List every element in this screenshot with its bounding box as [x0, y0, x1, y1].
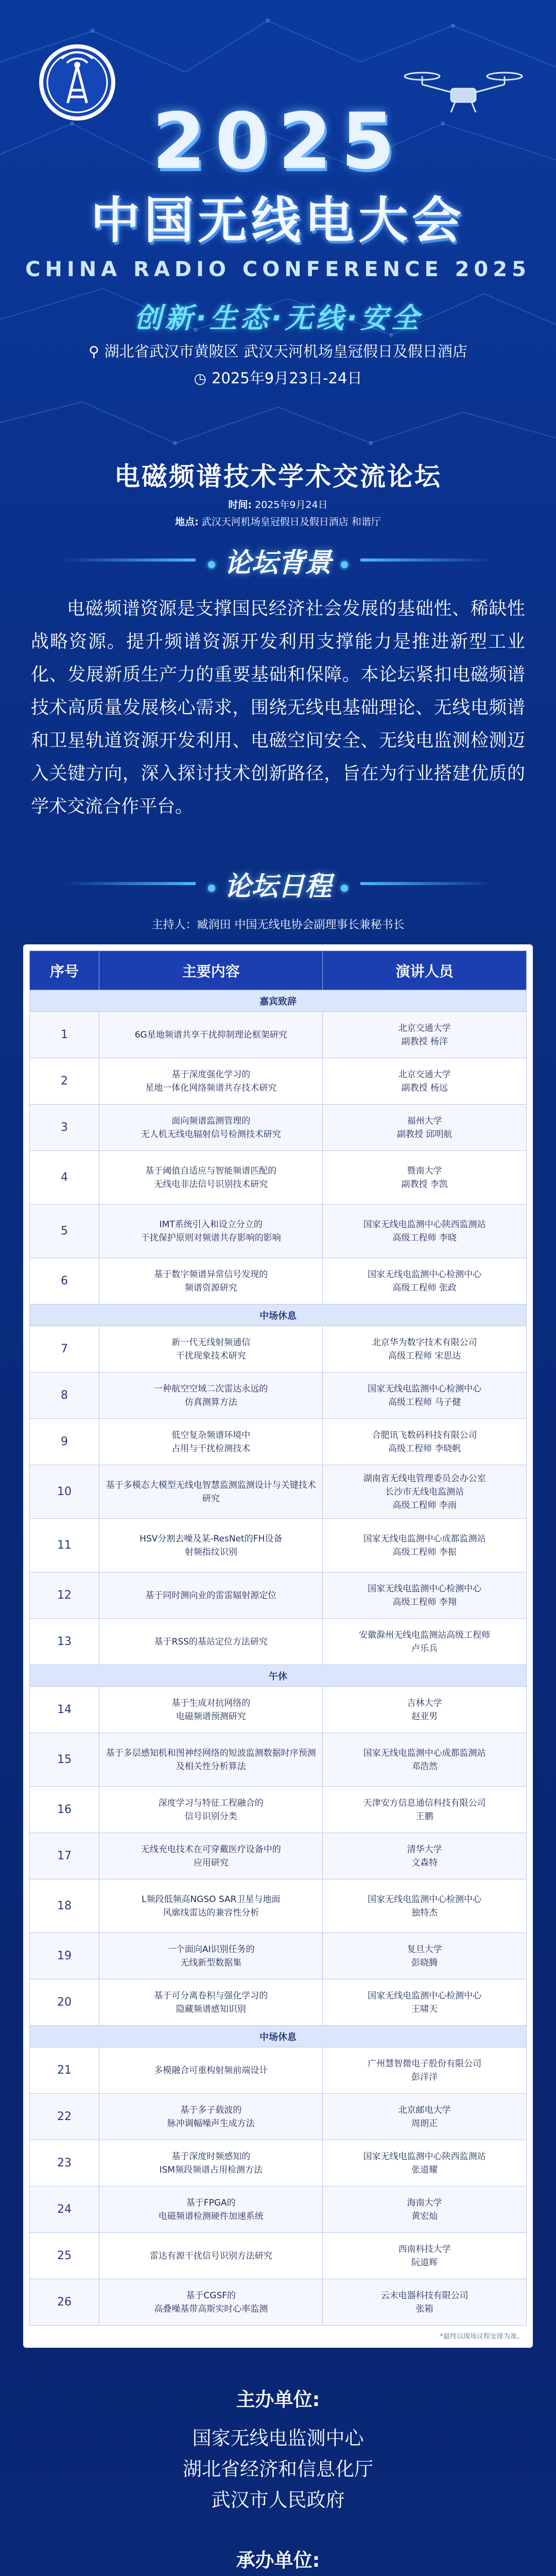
- agenda-speaker: 广州慧智微电子股份有限公司 彭洋洋: [323, 2047, 527, 2094]
- host-organizers-list: [0, 2423, 556, 2516]
- clock-icon: ◷: [194, 370, 206, 387]
- location-pin-icon: ⚲: [89, 343, 99, 360]
- agenda-number: 26: [30, 2279, 99, 2326]
- agenda-speaker: 北京邮电大学 周朗正: [323, 2094, 527, 2140]
- agenda-item-row: [30, 2187, 527, 2233]
- host-label: 主持人：: [151, 919, 197, 931]
- forum-time-label: 时间:: [228, 499, 252, 511]
- host-value: 臧润田 中国无线电协会副理事长兼秘书长: [197, 919, 405, 931]
- organizer-name: 武汉市人民政府: [211, 2489, 345, 2511]
- agenda-table: [29, 951, 527, 2326]
- session-label: 中场休息: [30, 2026, 527, 2047]
- agenda-item-row: [30, 2094, 527, 2140]
- agenda-item-row: [30, 1105, 527, 1151]
- agenda-topic: 面向频谱监测管理的 无人机无线电辐射信号检测技术研究: [99, 1105, 323, 1151]
- host-organizers: [0, 2384, 556, 2516]
- date-text: 2025年9月23日-24日: [211, 369, 362, 387]
- forum-place-value: 武汉天河机场皇冠假日及假日酒店 和谐厅: [201, 516, 381, 528]
- agenda-item-row: [30, 1205, 527, 1258]
- forum-title: 电磁频谱技术学术交流论坛: [114, 462, 442, 492]
- agenda-number: 2: [30, 1058, 99, 1105]
- agenda-topic: 基于同时测向业的雷雷辐射源定位: [99, 1572, 323, 1619]
- agenda-topic: 基于多模态大模型无线电智慧监测监测设计与关键技术研究: [99, 1465, 323, 1519]
- background-section: [0, 536, 556, 823]
- agenda-speaker: 国家无线电监测中心检测中心 高级工程师 张政: [323, 1258, 527, 1304]
- forum-place-label: 地点:: [175, 516, 199, 528]
- agenda-topic: L频段低频高NGSO SAR卫星与地面 风廓线雷达的兼容性分析: [99, 1879, 323, 1933]
- agenda-topic: 基于深度强化学习的 星地一体化网络频谱共存技术研究: [99, 1058, 323, 1105]
- column-header-topic: 主要内容: [99, 951, 323, 990]
- agenda-item-row: [30, 1879, 527, 1933]
- column-header-speaker: 演讲人员: [323, 951, 527, 990]
- agenda-number: 15: [30, 1733, 99, 1787]
- agenda-topic: 基于FPGA的 电磁频谱检测硬件加速系统: [99, 2187, 323, 2233]
- agenda-number: 19: [30, 1933, 99, 1979]
- agenda-speaker: 北京交通大学 副教授 杨洋: [323, 1012, 527, 1058]
- agenda-item-row: [30, 1519, 527, 1572]
- background-paragraph: 电磁频谱资源是支撑国民经济社会发展的基础性、稀缺性战略资源。提升频谱资源开发利用支撑能力是推进新型工业化、发展新质生产力的重要基础和保障。本论坛紧扣电磁频谱技术高质量发展核心需求，围绕无线电基础理论、无线电频谱和卫星轨道资源开发利用、电磁空间安全、无线电监测检测迈入关键方向，深入探讨技术创新路径，旨在为行业搭建优质的学术交流合作平台。: [31, 599, 525, 817]
- agenda-item-row: [30, 1258, 527, 1304]
- agenda-number: 20: [30, 1979, 99, 2026]
- agenda-item-row: [30, 1933, 527, 1979]
- conference-title-cn: 中国无线电大会: [91, 192, 465, 249]
- agenda-topic: 基于深度时频感知的 ISM频段频谱占用检测方法: [99, 2140, 323, 2187]
- agenda-number: 10: [30, 1465, 99, 1519]
- agenda-session-row: [30, 1304, 527, 1326]
- agenda-item-row: [30, 1419, 527, 1465]
- agenda-topic: 一种航空空域二次雷达永远的 仿真测算方法: [99, 1372, 323, 1419]
- agenda-speaker: 云末电器科技有限公司 张箱: [323, 2279, 527, 2326]
- agenda-topic: 深度学习与特征工程融合的 信号识别分类: [99, 1787, 323, 1833]
- agenda-number: 14: [30, 1687, 99, 1733]
- agenda-topic: 基于RSS的基站定位方法研究: [99, 1619, 323, 1665]
- agenda-number: 12: [30, 1572, 99, 1619]
- conference-date: [0, 367, 556, 388]
- agenda-number: 6: [30, 1258, 99, 1304]
- agenda-body: [30, 990, 527, 2326]
- agenda-item-row: [30, 1058, 527, 1105]
- session-label: 中场休息: [30, 1304, 527, 1326]
- host-organizers-heading: 主办单位:: [236, 2388, 320, 2411]
- agenda-item-row: [30, 2233, 527, 2279]
- agenda-number: 21: [30, 2047, 99, 2094]
- agenda-item-row: [30, 1012, 527, 1058]
- agenda-item-row: [30, 1979, 527, 2026]
- agenda-item-row: [30, 1787, 527, 1833]
- agenda-number: 3: [30, 1105, 99, 1151]
- agenda-speaker: 复旦大学 彭晓腾: [323, 1933, 527, 1979]
- agenda-speaker: 湖南省无线电管理委员会办公室 长沙市无线电监测站 高级工程师 李雨: [323, 1465, 527, 1519]
- agenda-number: 16: [30, 1787, 99, 1833]
- agenda-session-row: [30, 1665, 527, 1687]
- undertaker-organizers: [0, 2545, 556, 2576]
- forum-place: [0, 514, 556, 528]
- agenda-speaker: 北京交通大学 副教授 杨远: [323, 1058, 527, 1105]
- organizer-name: 国家无线电监测中心: [192, 2427, 364, 2449]
- agenda-heading-text: 论坛日程: [46, 865, 510, 903]
- session-label: 嘉宾致辞: [30, 990, 527, 1012]
- agenda-number: 17: [30, 1833, 99, 1879]
- agenda-topic: 新一代无线射频通信 干扰现象技术研究: [99, 1326, 323, 1372]
- agenda-speaker: 安徽滁州无线电监测站高级工程师 卢乐兵: [323, 1619, 527, 1665]
- background-heading-text: 论坛背景: [46, 541, 510, 580]
- agenda-speaker: 国家无线电监测中心陕西监测站 高级工程师 李晓: [323, 1205, 527, 1258]
- agenda-speaker: 福州大学 副教授 邱明航: [323, 1105, 527, 1151]
- agenda-header-row: [30, 951, 527, 990]
- agenda-speaker: 北京华为数字技术有限公司 高级工程师 宋思达: [323, 1326, 527, 1372]
- agenda-number: 4: [30, 1151, 99, 1205]
- agenda-session-row: [30, 990, 527, 1012]
- agenda-session-row: [30, 2026, 527, 2047]
- agenda-speaker: 国家无线电监测中心成都监测站 高级工程师 李振: [323, 1519, 527, 1572]
- agenda-number: 11: [30, 1519, 99, 1572]
- agenda-speaker: 国家无线电监测中心检测中心 高级工程师 马子健: [323, 1372, 527, 1419]
- undertaker-organizers-heading: 承办单位:: [236, 2549, 320, 2571]
- agenda-speaker: 海南大学 黄宏灿: [323, 2187, 527, 2233]
- location-text: 湖北省武汉市黄陂区 武汉天河机场皇冠假日及假日酒店: [104, 343, 467, 360]
- agenda-topic: 基于多子载波的 脉冲调幅噪声生成方法: [99, 2094, 323, 2140]
- conference-year: 2025: [152, 97, 404, 187]
- agenda-number: 18: [30, 1879, 99, 1933]
- agenda-topic: 基于多层感知机和图神经网络的短波监测数据时序预测及相关性分析算法: [99, 1733, 323, 1787]
- agenda-speaker: 合肥讯飞数码科技有限公司 高级工程师 李晓帆: [323, 1419, 527, 1465]
- agenda-speaker: 西南科技大学 阮道辉: [323, 2233, 527, 2279]
- agenda-number: 13: [30, 1619, 99, 1665]
- agenda-item-row: [30, 1151, 527, 1205]
- agenda-topic: 雷达有源干扰信号识别方法研究: [99, 2233, 323, 2279]
- agenda-item-row: [30, 2279, 527, 2326]
- agenda-item-row: [30, 1733, 527, 1787]
- agenda-topic: HSV分割去噪及某-ResNet的FH设备 射频指纹识别: [99, 1519, 323, 1572]
- agenda-number: 5: [30, 1205, 99, 1258]
- agenda-host: [31, 916, 525, 932]
- agenda-topic: 低空复杂频谱环境中 占用与干扰检测技术: [99, 1419, 323, 1465]
- agenda-item-row: [30, 2047, 527, 2094]
- conference-title-en: CHINA RADIO CONFERENCE 2025: [25, 258, 531, 281]
- agenda-item-row: [30, 1372, 527, 1419]
- agenda-number: 24: [30, 2187, 99, 2233]
- background-heading: [46, 536, 510, 587]
- session-label: 午休: [30, 1665, 527, 1687]
- agenda-item-row: [30, 1326, 527, 1372]
- agenda-topic: 6G星地频谱共享干扰抑制理论框架研究: [99, 1012, 323, 1058]
- agenda-topic: 基于生成对抗网络的 电磁频谱预测研究: [99, 1687, 323, 1733]
- column-header-number: 序号: [30, 951, 99, 990]
- agenda-topic: 基于CGSF的 高叠噪基带高斯实时心率监测: [99, 2279, 323, 2326]
- agenda-section: [0, 859, 556, 2348]
- agenda-item-row: [30, 1833, 527, 1879]
- agenda-number: 1: [30, 1012, 99, 1058]
- conference-location: [0, 340, 556, 361]
- agenda-note: *最终以现场议程安排为准。: [440, 2333, 524, 2341]
- agenda-item-row: [30, 1687, 527, 1733]
- hero-section: [0, 0, 556, 536]
- agenda-speaker: 天津安方信息通信科技有限公司 王鹏: [323, 1787, 527, 1833]
- conference-slogan: 创新·生态·无线·安全: [134, 302, 422, 334]
- agenda-topic: IMT系统引入和设立分立的 干扰保护原则对频谱共存影响的影响: [99, 1205, 323, 1258]
- agenda-number: 9: [30, 1419, 99, 1465]
- forum-time-value: 2025年9月24日: [255, 499, 328, 511]
- agenda-speaker: 吉林大学 赵亚男: [323, 1687, 527, 1733]
- agenda-number: 7: [30, 1326, 99, 1372]
- agenda-item-row: [30, 1619, 527, 1665]
- agenda-heading: [46, 859, 510, 911]
- agenda-topic: 基于可分离卷积与强化学习的 隐藏频谱感知识别: [99, 1979, 323, 2026]
- agenda-speaker: 清华大学 文森特: [323, 1833, 527, 1879]
- agenda-number: 22: [30, 2094, 99, 2140]
- agenda-number: 23: [30, 2140, 99, 2187]
- agenda-speaker: 暨南大学 副教授 李凯: [323, 1151, 527, 1205]
- agenda-topic: 一个面向AI识别任务的 无线新型数据集: [99, 1933, 323, 1979]
- agenda-speaker: 国家无线电监测中心成都监测站 邓浩然: [323, 1733, 527, 1787]
- agenda-topic: 基于数字频谱异常信号发现的 频谱资源研究: [99, 1258, 323, 1304]
- agenda-topic: 无线充电技术在可穿戴医疗设备中的 应用研究: [99, 1833, 323, 1879]
- agenda-topic: 基于阈值自适应与智能频谱匹配的 无线电非法信号识别技术研究: [99, 1151, 323, 1205]
- forum-time: [0, 497, 556, 511]
- agenda-speaker: 国家无线电监测中心检测中心 高级工程师 李翔: [323, 1572, 527, 1619]
- agenda-number: 8: [30, 1372, 99, 1419]
- agenda-topic: 多模融合可重构射频前端设计: [99, 2047, 323, 2094]
- agenda-table-card: [23, 944, 533, 2348]
- agenda-speaker: 国家无线电监测中心检测中心 王啸天: [323, 1979, 527, 2026]
- agenda-item-row: [30, 1572, 527, 1619]
- agenda-item-row: [30, 1465, 527, 1519]
- agenda-number: 25: [30, 2233, 99, 2279]
- organizer-name: 湖北省经济和信息化厅: [183, 2458, 373, 2480]
- agenda-speaker: 国家无线电监测中心陕西监测站 张道耀: [323, 2140, 527, 2187]
- agenda-speaker: 国家无线电监测中心检测中心 独特杰: [323, 1879, 527, 1933]
- agenda-item-row: [30, 2140, 527, 2187]
